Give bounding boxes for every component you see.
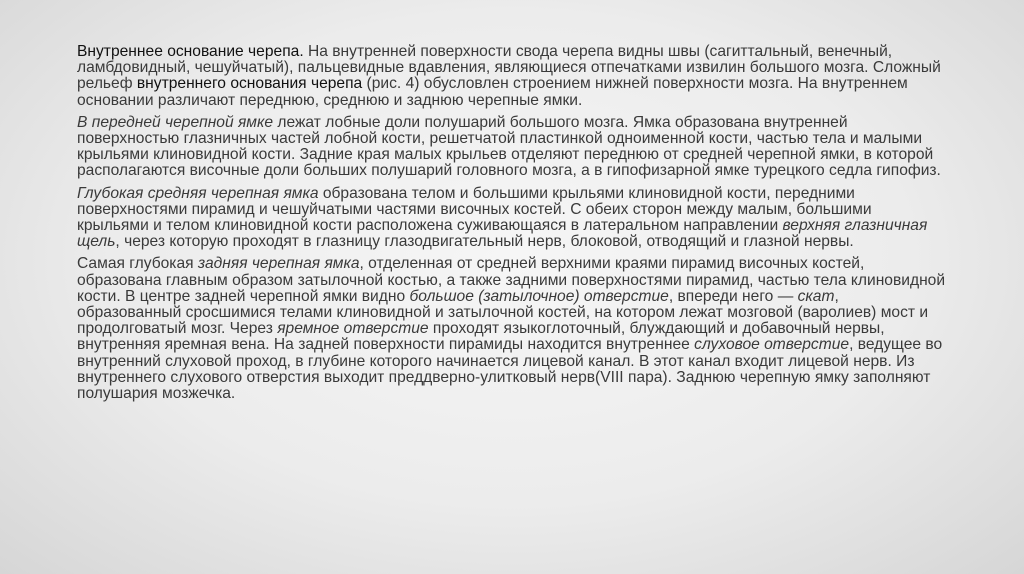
italic-term: верхняя глазничная щель [77,217,928,251]
italic-term: В передней черепной ямке [77,113,274,131]
text-run: (рис. 4) обусловлен строением нижней поверхности мозга. На внутреннем основании различают переднюю, среднюю и заднюю черепные ямки. [77,75,908,109]
text-run: На внутренней поверхности свода черепа видны швы (сагиттальный, венечный, ламбдовидный, чешуйчатый), пальцевидные вдавления, являющиеся отпечатками извилин большого мозга. Сложный рельеф [77,43,941,93]
paragraph-middle-fossa [77,186,947,251]
text-run: , ведущее во внутренний слуховой проход, в глубине которого начинается лицевой канал. В этот канал входит лицевой нерв. Из внутреннего слухового отверстия выходит преддверно-улитковый нерв(VIII пара). Заднюю черепную ямку заполняют полушария мозжечка. [77,336,943,403]
text-run: , образованный сросшимися телами клиновидной и затылочной костей, на котором лежат мозговой (варолиев) мост и продолговатый мозг. Через [77,287,929,338]
text-run: , отделенная от средней верхними краями пирамид височных костей, образована главным образом затылочной костью, а также задними поверхностями пирамид, частью тела клиновидной кости. В центре задней черепной ямки видно [77,255,946,305]
text-run: образована телом и большими крыльями клиновидной кости, передними поверхностями пирамид и чешуйчатыми частями височных костей. С обеих сторон между малым, большими крыльями и телом клиновидной кости расположена суживающаяся в латеральном направлении [77,184,872,235]
highlighted-term: внутреннего основания черепа [136,75,363,93]
paragraph-posterior-fossa [77,256,947,402]
paragraph-anterior-fossa [77,115,947,180]
text-run: проходят языкоглоточный, блуждающий и добавочный нервы, внутренняя яремная вена. На задней поверхности пирамиды находится внутреннее [77,320,885,354]
text-run: , через которую проходят в глазницу глазодвигательный нерв, блоковой, отводящий и глазной нервы. [115,233,854,251]
italic-term: скат [797,287,835,305]
text-body [77,44,947,408]
italic-term: Глубокая средняя черепная ямка [77,184,319,202]
italic-term: слуховое отверстие [694,336,850,354]
italic-term: яремное отверстие [277,320,429,338]
italic-term: задняя черепная ямка [197,255,360,273]
highlighted-term: Внутреннее основание черепа. [77,43,304,60]
text-run: лежат лобные доли полушарий большого мозга. Ямка образована внутренней поверхностью глазничных частей лобной кости, решетчатой пластинкой одноименной кости, частью тела и малыми крыльями клиновидной кости. Задние края малых крыльев отделяют переднюю от средней черепной ямки, в которой располагаются височные доли больших полушарий головного мозга, а в гипофизарной ямке турецкого седла гипофиз. [77,113,941,180]
text-run: Самая глубокая [77,255,198,273]
italic-term: большое (затылочное) отверстие [409,287,669,305]
text-run: , впереди него — [668,287,798,305]
paragraph-internal-base [77,44,947,109]
